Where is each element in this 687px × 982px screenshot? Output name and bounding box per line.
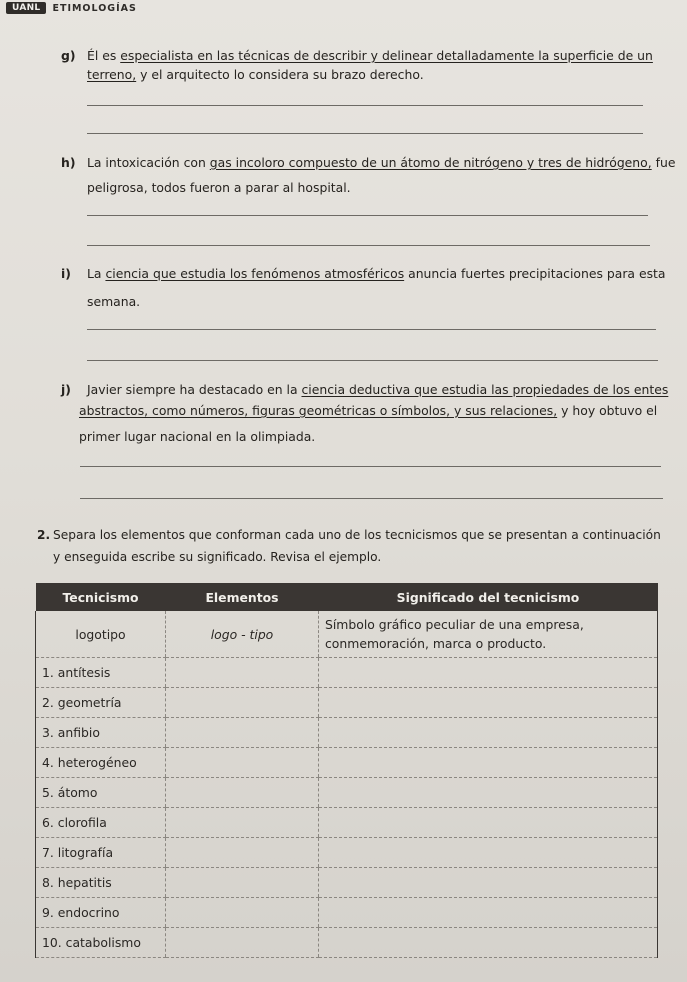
elements-cell[interactable]: [166, 868, 319, 898]
term-cell: 3. anfibio: [36, 718, 166, 748]
meaning-cell[interactable]: [319, 898, 658, 928]
underlined-phrase: ciencia deductiva que estudia las propiedades de los entes: [301, 382, 669, 397]
underlined-phrase: abstractos, como números, figuras geométricas o símbolos, y sus relaciones,: [79, 403, 558, 418]
table-row: [36, 778, 658, 808]
term-cell: 8. hepatitis: [36, 868, 166, 898]
question-label: i): [61, 266, 71, 281]
question-line: Javier siempre ha destacado en la ciencia deductiva que estudia las propiedades de los entes: [87, 382, 669, 397]
underlined-phrase: gas incoloro compuesto de un átomo de nitrógeno y tres de hidrógeno,: [209, 155, 652, 170]
answer-line[interactable]: [80, 466, 661, 467]
answer-line[interactable]: [80, 498, 663, 499]
question-line: abstractos, como números, figuras geométricas o símbolos, y sus relaciones, y hoy obtuvo el: [79, 403, 658, 418]
meaning-cell[interactable]: [319, 748, 658, 778]
uanl-badge: UANL: [6, 2, 46, 14]
question-label: h): [61, 155, 76, 170]
meaning-cell[interactable]: [319, 928, 658, 958]
elements-cell[interactable]: [166, 898, 319, 928]
elements-cell[interactable]: [166, 808, 319, 838]
meaning-cell[interactable]: [319, 838, 658, 868]
example-term: logotipo: [36, 611, 166, 658]
answer-line[interactable]: [87, 329, 656, 330]
table-row: [36, 928, 658, 958]
meaning-cell[interactable]: [319, 688, 658, 718]
term-cell: 5. átomo: [36, 778, 166, 808]
question-line: La ciencia que estudia los fenómenos atmosféricos anuncia fuertes precipitaciones para esta: [87, 266, 666, 281]
header-elementos: Elementos: [166, 583, 319, 611]
header-significado: Significado del tecnicismo: [319, 583, 658, 611]
question-label: j): [61, 382, 71, 397]
answer-line[interactable]: [87, 105, 643, 106]
instruction-line: y enseguida escribe su significado. Revisa el ejemplo.: [53, 550, 382, 564]
header-tecnicismo: Tecnicismo: [36, 583, 166, 611]
instruction-line: Separa los elementos que conforman cada uno de los tecnicismos que se presentan a continuación: [53, 528, 661, 542]
underlined-phrase: ciencia que estudia los fenómenos atmosféricos: [105, 266, 405, 281]
table-row: [36, 748, 658, 778]
term-cell: 7. litografía: [36, 838, 166, 868]
term-cell: 9. endocrino: [36, 898, 166, 928]
elements-cell[interactable]: [166, 928, 319, 958]
term-cell: 6. clorofila: [36, 808, 166, 838]
underlined-phrase: terreno,: [87, 67, 137, 82]
answer-line[interactable]: [87, 133, 643, 134]
question-line: primer lugar nacional en la olimpiada.: [79, 429, 316, 444]
question-line: terreno, y el arquitecto lo considera su brazo derecho.: [87, 67, 424, 82]
meaning-cell[interactable]: [319, 658, 658, 688]
question-line: La intoxicación con gas incoloro compuesto de un átomo de nitrógeno y tres de hidrógeno, fue: [87, 155, 676, 170]
table-row: [36, 658, 658, 688]
meaning-cell[interactable]: [319, 808, 658, 838]
answer-line[interactable]: [87, 215, 648, 216]
answer-line[interactable]: [87, 360, 658, 361]
table-row: [36, 718, 658, 748]
elements-cell[interactable]: [166, 778, 319, 808]
instruction-label: 2.: [37, 528, 51, 542]
elements-cell[interactable]: [166, 748, 319, 778]
elements-cell[interactable]: [166, 718, 319, 748]
term-cell: 1. antítesis: [36, 658, 166, 688]
table-header-row: [36, 583, 658, 611]
elements-cell[interactable]: [166, 688, 319, 718]
page-header: [6, 1, 137, 15]
term-cell: 10. catabolismo: [36, 928, 166, 958]
term-cell: 2. geometría: [36, 688, 166, 718]
table-row: [36, 808, 658, 838]
table-row: [36, 898, 658, 928]
table-row: [36, 688, 658, 718]
meaning-cell[interactable]: [319, 718, 658, 748]
meaning-cell[interactable]: [319, 868, 658, 898]
elements-cell[interactable]: [166, 838, 319, 868]
table-row: [36, 838, 658, 868]
elements-cell[interactable]: [166, 658, 319, 688]
question-line: semana.: [87, 294, 141, 309]
underlined-phrase: especialista en las técnicas de describir y delinear detalladamente la superficie de un: [120, 48, 653, 63]
technicism-table: [35, 583, 658, 958]
table-row: [36, 868, 658, 898]
term-cell: 4. heterogéneo: [36, 748, 166, 778]
example-elements: logo - tipo: [166, 611, 319, 658]
example-meaning: Símbolo gráfico peculiar de una empresa, conmemoración, marca o producto.: [319, 611, 658, 658]
subject-title: ETIMOLOGÍAS: [52, 2, 137, 14]
question-line: Él es especialista en las técnicas de describir y delinear detalladamente la superficie de un: [87, 48, 653, 63]
answer-line[interactable]: [87, 245, 650, 246]
question-label: g): [61, 48, 76, 63]
example-row: [36, 611, 658, 658]
meaning-cell[interactable]: [319, 778, 658, 808]
question-line: peligrosa, todos fueron a parar al hospital.: [87, 180, 351, 195]
